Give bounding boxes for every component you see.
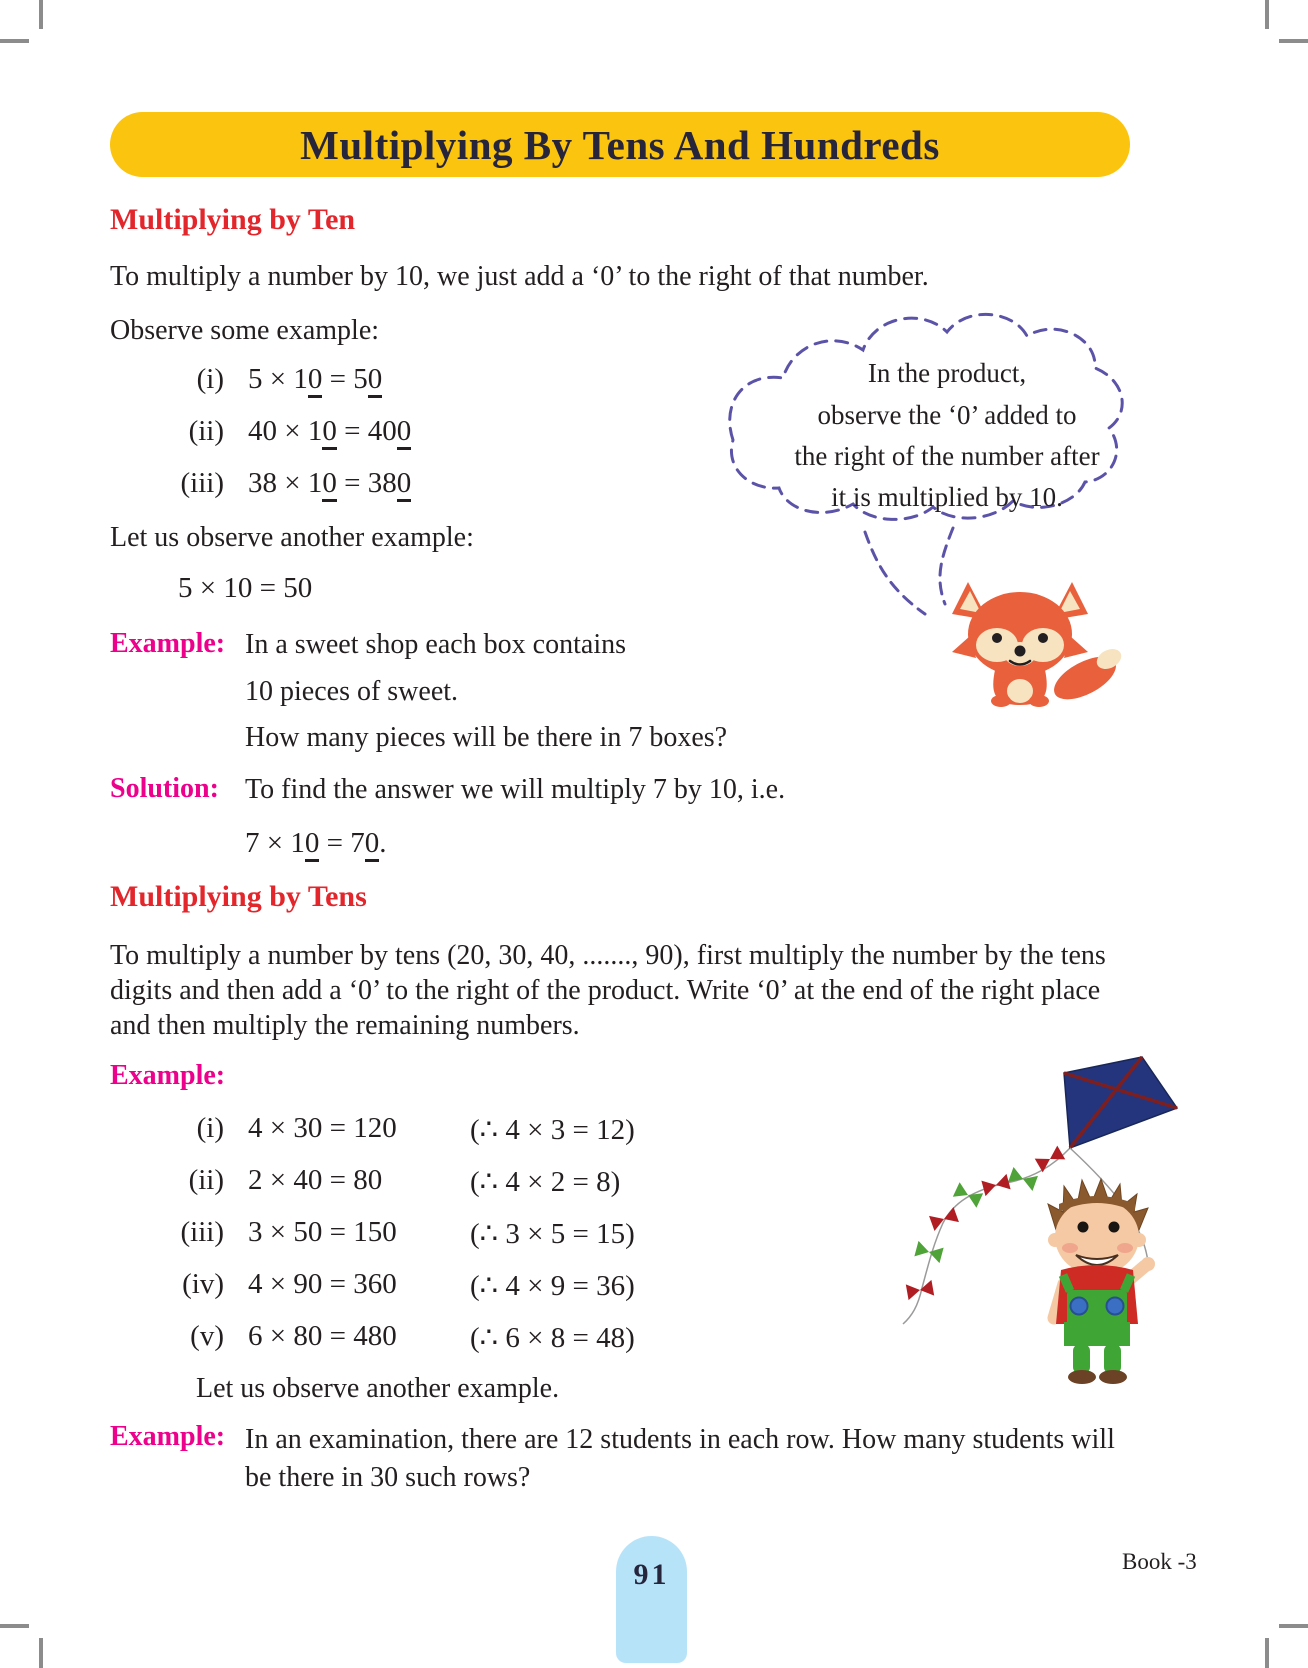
another-example-label: Let us observe another example: — [110, 522, 474, 553]
equation-reason: (∴ 4 × 2 = 8) — [470, 1166, 621, 1198]
plain-equation: 5 × 10 = 50 — [178, 572, 313, 604]
example-row-tens-4 — [164, 1268, 924, 1301]
equation: 3 × 50 = 150 — [248, 1216, 397, 1248]
example-row-tens-1 — [164, 1112, 924, 1145]
example-label: Example: — [110, 1421, 226, 1452]
example-label: Example: — [110, 628, 226, 659]
row-number: (ii) — [188, 415, 224, 447]
chapter-title: Multiplying By Tens And Hundreds — [300, 121, 940, 168]
row-number: (iii) — [180, 1216, 224, 1248]
crop-mark-top-right-h — [1279, 39, 1308, 43]
observe-label: Observe some example: — [110, 315, 380, 346]
row-number: (iv) — [182, 1268, 224, 1300]
example-row-tens-3 — [164, 1216, 924, 1249]
equation: 4 × 30 = 120 — [248, 1112, 397, 1144]
row-number: (i) — [196, 363, 224, 395]
chapter-title-banner — [110, 112, 1130, 177]
crop-mark-top-left-v — [39, 0, 43, 29]
equation: 38 × 10 = 380 — [248, 467, 411, 502]
solution-equation: 7 × 10 = 70. — [245, 827, 386, 860]
tens-paragraph: To multiply a number by tens (20, 30, 40, ......., 90), first multiply the number by the tens digits and then add a ‘0’ to the right of the product. Write ‘0’ at the end of the right place and then multiply the remaining numbers. — [110, 940, 1106, 1041]
equation: 4 × 90 = 360 — [248, 1268, 397, 1300]
heading-multiplying-by-tens: Multiplying by Tens — [110, 880, 367, 913]
equation: 5 × 10 = 50 — [248, 363, 382, 398]
bubble-text-line: observe the ‘0’ added to — [817, 400, 1077, 430]
crop-mark-bottom-right-v — [1265, 1638, 1269, 1668]
crop-mark-top-left-h — [0, 39, 29, 43]
bubble-text-line: it is multiplied by 10. — [831, 482, 1063, 512]
bubble-text-line: the right of the number after — [794, 441, 1100, 471]
equation-reason: (∴ 4 × 9 = 36) — [470, 1270, 635, 1302]
equation-reason: (∴ 3 × 5 = 15) — [470, 1218, 635, 1250]
crop-mark-top-right-v — [1265, 0, 1269, 29]
boy-with-kite-illustration — [858, 998, 1193, 1390]
intro-text: To multiply a number by 10, we just add a ‘0’ to the right of that number. — [110, 261, 929, 292]
crop-mark-bottom-left-v — [39, 1638, 43, 1668]
solution-label: Solution: — [110, 773, 219, 804]
example-label: Example: — [110, 1060, 226, 1091]
crop-mark-bottom-left-h — [0, 1624, 29, 1628]
row-number: (iii) — [180, 467, 224, 499]
example-row-tens-5 — [164, 1320, 924, 1353]
solution-text: To find the answer we will multiply 7 by 10, i.e. — [245, 774, 786, 805]
row-number: (ii) — [188, 1164, 224, 1196]
row-number: (v) — [190, 1320, 224, 1352]
crop-mark-bottom-right-h — [1279, 1624, 1308, 1628]
example-text-line: 10 pieces of sweet. — [245, 676, 459, 707]
heading-multiplying-by-ten: Multiplying by Ten — [110, 203, 356, 236]
row-number: (i) — [196, 1112, 224, 1144]
page-number: 91 — [633, 1558, 670, 1591]
bubble-text-line: In the product, — [867, 358, 1027, 388]
book-label: Book -3 — [1122, 1549, 1197, 1574]
equation-reason: (∴ 4 × 3 = 12) — [470, 1114, 635, 1146]
another-example-label-2: Let us observe another example. — [196, 1373, 560, 1404]
page-number-tab — [616, 1536, 687, 1663]
equation-reason: (∴ 6 × 8 = 48) — [470, 1322, 635, 1354]
exam-example-text: In an examination, there are 12 students in each row. How many students will be there in 30 such rows? — [245, 1424, 1115, 1493]
fox-illustration — [950, 578, 1130, 708]
equation: 6 × 80 = 480 — [248, 1320, 397, 1352]
equation: 40 × 10 = 400 — [248, 415, 411, 450]
example-text-line: How many pieces will be there in 7 boxes? — [245, 722, 728, 753]
example-text-line: In a sweet shop each box contains — [245, 629, 626, 660]
example-row-tens-2 — [164, 1164, 924, 1197]
equation: 2 × 40 = 80 — [248, 1164, 383, 1196]
